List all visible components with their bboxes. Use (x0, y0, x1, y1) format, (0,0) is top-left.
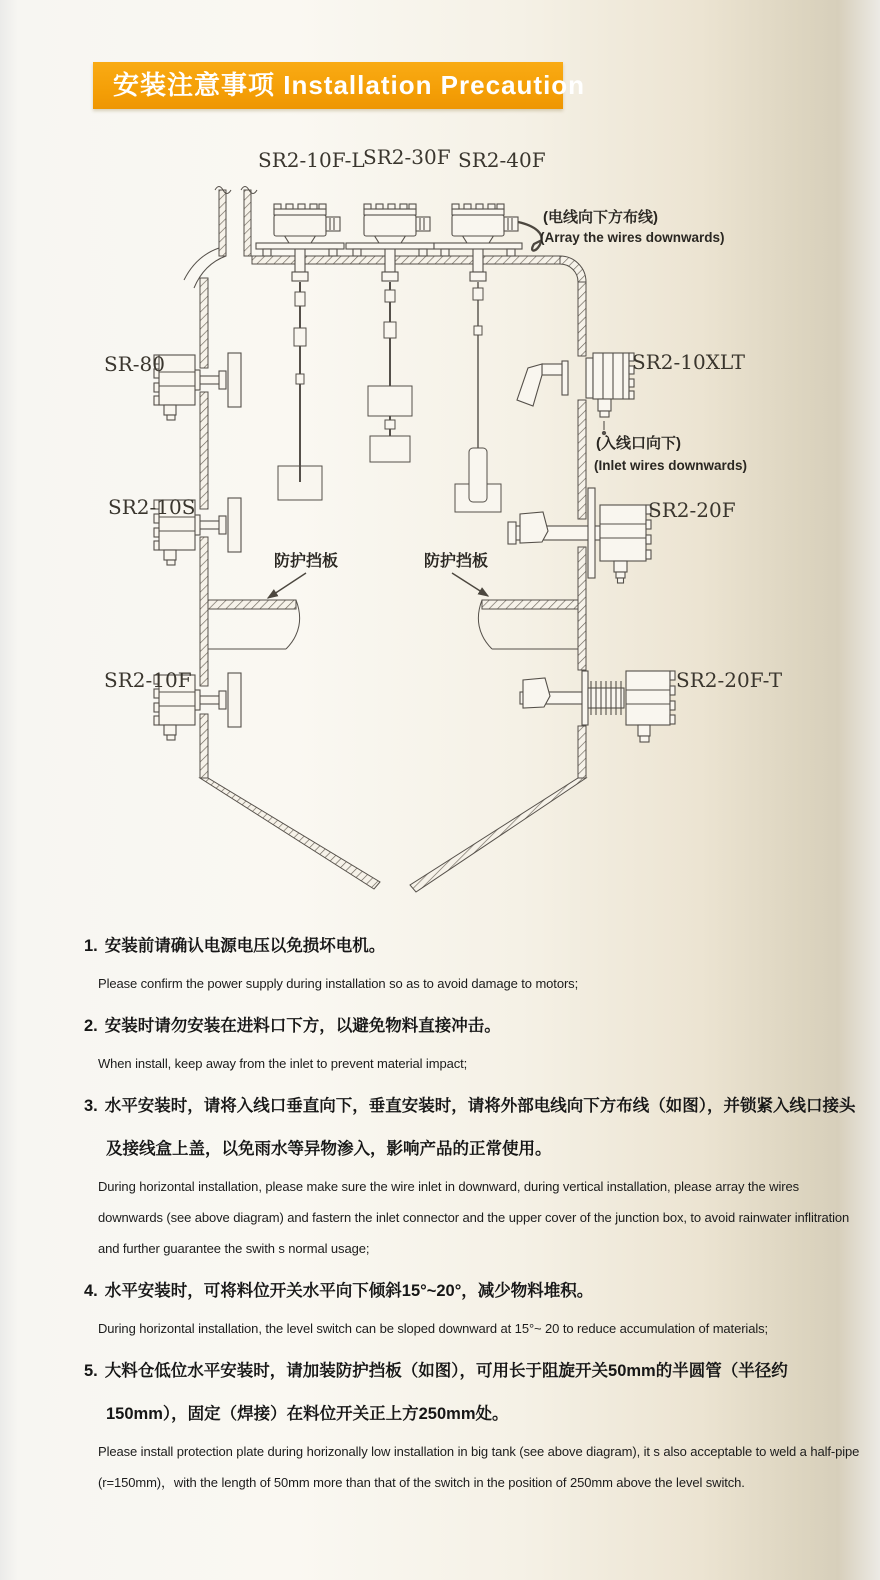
precaution-item (84, 1270, 864, 1344)
precaution-cn (84, 1085, 864, 1171)
guard-plate-left (208, 600, 300, 649)
precaution-item (84, 925, 864, 999)
model-label-sr-80: SR-80 (104, 352, 165, 376)
precaution-item (84, 1085, 864, 1264)
inlet-pipe (184, 187, 257, 289)
sensor-sr2-20f-t (520, 671, 675, 742)
annotation-inlet-down-en: (Inlet wires downwards) (594, 458, 748, 473)
annotation-inlet-down-cn: (入线口向下) (596, 435, 681, 452)
model-label-sr2-20f: SR2-20F (648, 498, 736, 522)
section-title-bar (93, 62, 586, 109)
precaution-number: 5. (84, 1362, 98, 1380)
guard-plate-leader-right (452, 573, 488, 596)
model-label-sr2-40f: SR2-40F (458, 148, 546, 172)
guard-plate-label-left: 防护挡板 (274, 553, 339, 570)
precaution-cn-text: 大料仓低位水平安装时，请加装防护挡板（如图），可用长于阻旋开关50mm的半圆管（半径约150mm），固定（焊接）在料位开关正上方250mm处。 (104, 1362, 788, 1423)
precaution-en: During horizontal installation, the level switch can be sloped downward at 15°~ 20 to reduce accumulation of materials; (98, 1321, 769, 1336)
precaution-item (84, 1005, 864, 1079)
precaution-number: 3. (84, 1097, 98, 1115)
precaution-en: During horizontal installation, please make sure the wire inlet in downward, during vertical installation, please array the wires downwards (see above diagram) and fastern the inlet connector and the upper cover of the junction box, to avoid rainwater inflitration and further guarantee the swith s normal usage; (98, 1179, 850, 1256)
sensor-sr2-30f (346, 204, 434, 462)
annotation-wires-down-cn: (电线向下方布线) (543, 209, 658, 226)
precaution-cn (84, 1350, 864, 1436)
sensor-sr-80 (154, 353, 241, 420)
guard-plate-label-right: 防护挡板 (424, 553, 489, 570)
model-label-sr2-30f: SR2-30F (363, 145, 451, 169)
guard-plate-leader-left (268, 573, 306, 598)
precaution-cn-text: 水平安装时，可将料位开关水平向下倾斜15°~20°，减少物料堆积。 (104, 1282, 594, 1300)
model-label-sr2-10f-l: SR2-10F-L (258, 148, 365, 172)
model-label-sr2-10f: SR2-10F (104, 668, 192, 692)
precaution-cn (84, 925, 864, 968)
tank-outline (200, 256, 586, 892)
precaution-en: Please confirm the power supply during installation so as to avoid damage to motors; (98, 976, 579, 991)
precaution-number: 2. (84, 1017, 98, 1035)
precaution-cn-text: 安装时请勿安装在进料口下方，以避免物料直接冲击。 (104, 1017, 501, 1035)
precautions-list (84, 925, 864, 1504)
precaution-cn-text: 水平安装时，请将入线口垂直向下，垂直安装时，请将外部电线向下方布线（如图），并锁紧入线口接头及接线盒上盖，以免雨水等异物渗入，影响产品的正常使用。 (104, 1097, 856, 1158)
precaution-number: 4. (84, 1282, 98, 1300)
precaution-number: 1. (84, 937, 98, 955)
precaution-cn-text: 安装前请确认电源电压以免损坏电机。 (104, 937, 386, 955)
sensor-sr2-10xlt (517, 353, 634, 435)
precaution-en: Please install protection plate during horizonally low installation in big tank (see above diagram), it s also acceptable to weld a half-pipe (r=150mm)，with the length of 50mm more than that of the switch in the position of 250mm above the level switch. (98, 1444, 860, 1490)
precaution-en: When install, keep away from the inlet to prevent material impact; (98, 1056, 468, 1071)
model-label-sr2-10s: SR2-10S (108, 495, 196, 519)
model-label-sr2-20f-t: SR2-20F-T (676, 668, 783, 692)
guard-plate-right (478, 600, 578, 649)
precaution-cn (84, 1005, 864, 1048)
section-title: 安装注意事项 Installation Precaution (113, 70, 586, 100)
precaution-item (84, 1350, 864, 1498)
installation-diagram (0, 130, 880, 920)
precaution-cn (84, 1270, 864, 1313)
sensor-sr2-10f-l (256, 204, 344, 500)
model-label-sr2-10xlt: SR2-10XLT (632, 350, 745, 374)
sensor-sr2-40f (434, 204, 542, 512)
annotation-wires-down-en: (Array the wires downwards) (540, 230, 725, 245)
